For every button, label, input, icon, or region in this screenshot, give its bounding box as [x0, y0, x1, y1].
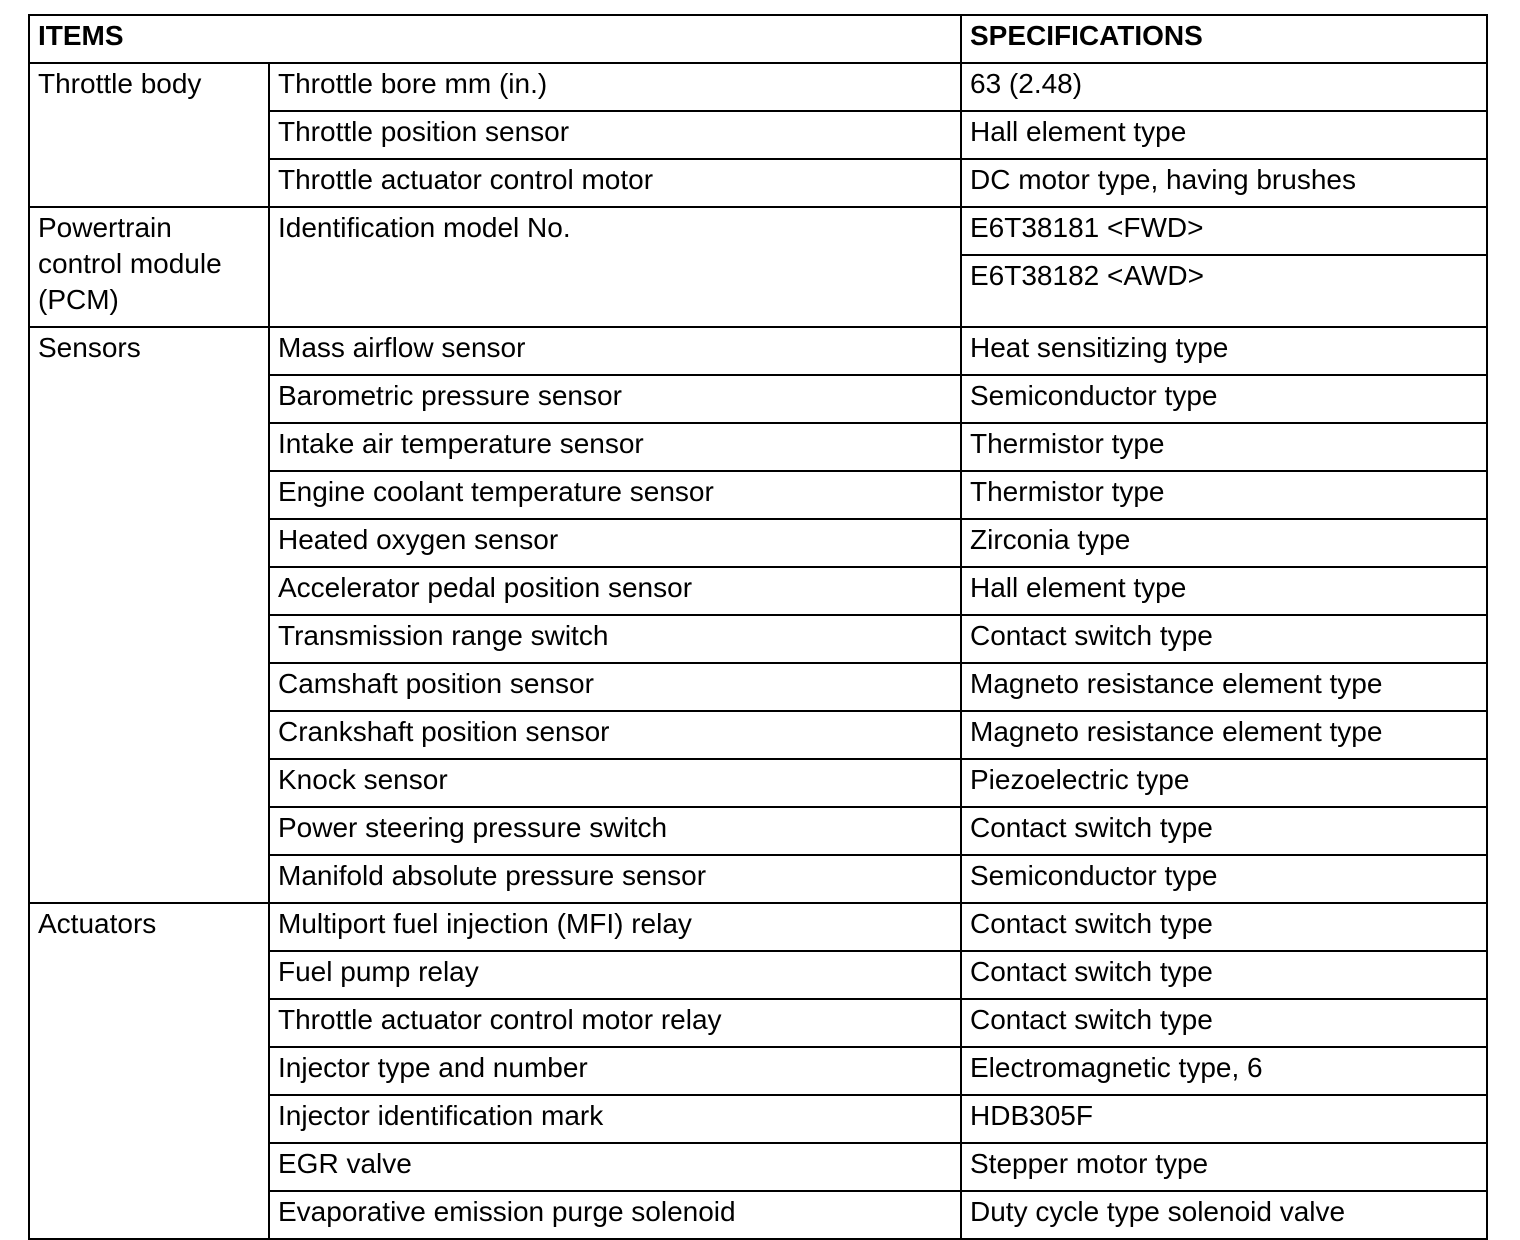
spec-cell: Zirconia type: [961, 519, 1487, 567]
table-row: [29, 207, 1487, 255]
spec-cell: Contact switch type: [961, 999, 1487, 1047]
spec-cell: Contact switch type: [961, 807, 1487, 855]
item-cell: Throttle position sensor: [269, 111, 961, 159]
item-cell: Camshaft position sensor: [269, 663, 961, 711]
spec-cell: Heat sensitizing type: [961, 327, 1487, 375]
group-throttle-body: Throttle body: [29, 63, 269, 207]
item-cell: Heated oxygen sensor: [269, 519, 961, 567]
spec-cell: E6T38181 <FWD>: [961, 207, 1487, 255]
group-actuators: Actuators: [29, 903, 269, 1239]
spec-cell: Contact switch type: [961, 615, 1487, 663]
item-cell: Engine coolant temperature sensor: [269, 471, 961, 519]
spec-cell: Magneto resistance element type: [961, 663, 1487, 711]
item-cell: Knock sensor: [269, 759, 961, 807]
item-cell: Accelerator pedal position sensor: [269, 567, 961, 615]
spec-cell: DC motor type, having brushes: [961, 159, 1487, 207]
spec-cell: Semiconductor type: [961, 375, 1487, 423]
spec-cell: Stepper motor type: [961, 1143, 1487, 1191]
item-cell: Manifold absolute pressure sensor: [269, 855, 961, 903]
spec-cell: E6T38182 <AWD>: [961, 255, 1487, 327]
item-cell: Intake air temperature sensor: [269, 423, 961, 471]
item-cell: Barometric pressure sensor: [269, 375, 961, 423]
table-row: [29, 327, 1487, 375]
table-row: [29, 903, 1487, 951]
spec-cell: HDB305F: [961, 1095, 1487, 1143]
spec-cell: Hall element type: [961, 567, 1487, 615]
table-row: [29, 63, 1487, 111]
item-cell: Power steering pressure switch: [269, 807, 961, 855]
group-sensors: Sensors: [29, 327, 269, 903]
spec-cell: Semiconductor type: [961, 855, 1487, 903]
items-header: ITEMS: [29, 15, 961, 63]
spec-cell: 63 (2.48): [961, 63, 1487, 111]
spec-cell: Hall element type: [961, 111, 1487, 159]
item-cell: Throttle actuator control motor: [269, 159, 961, 207]
item-cell: Mass airflow sensor: [269, 327, 961, 375]
item-cell: Injector type and number: [269, 1047, 961, 1095]
spec-cell: Piezoelectric type: [961, 759, 1487, 807]
spec-cell: Thermistor type: [961, 471, 1487, 519]
specifications-table: [28, 14, 1488, 1240]
item-cell: Throttle bore mm (in.): [269, 63, 961, 111]
item-cell: Evaporative emission purge solenoid: [269, 1191, 961, 1239]
item-cell: Injector identification mark: [269, 1095, 961, 1143]
item-cell: Identification model No.: [269, 207, 961, 327]
item-cell: Multiport fuel injection (MFI) relay: [269, 903, 961, 951]
item-cell: Throttle actuator control motor relay: [269, 999, 961, 1047]
spec-cell: Magneto resistance element type: [961, 711, 1487, 759]
item-cell: EGR valve: [269, 1143, 961, 1191]
specifications-header: SPECIFICATIONS: [961, 15, 1487, 63]
header-row: [29, 15, 1487, 63]
item-cell: Crankshaft position sensor: [269, 711, 961, 759]
item-cell: Transmission range switch: [269, 615, 961, 663]
item-cell: Fuel pump relay: [269, 951, 961, 999]
spec-cell: Thermistor type: [961, 423, 1487, 471]
spec-cell: Contact switch type: [961, 903, 1487, 951]
spec-cell: Duty cycle type solenoid valve: [961, 1191, 1487, 1239]
spec-cell: Electromagnetic type, 6: [961, 1047, 1487, 1095]
group-pcm: Powertrain control module (PCM): [29, 207, 269, 327]
spec-cell: Contact switch type: [961, 951, 1487, 999]
